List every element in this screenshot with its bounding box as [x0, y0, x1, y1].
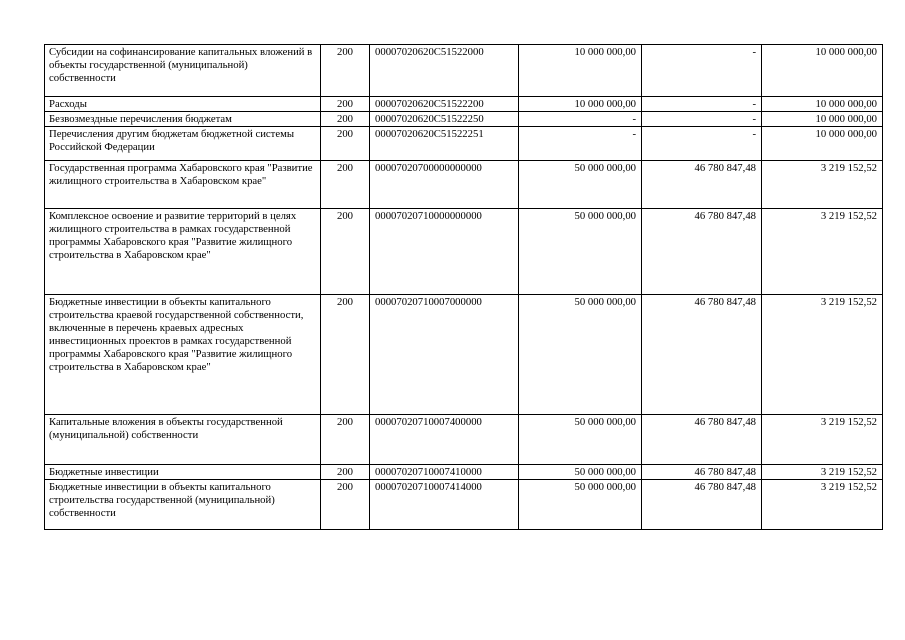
budget-execution-table: [44, 44, 883, 530]
row-name-cell: Бюджетные инвестиции: [45, 465, 321, 480]
row-executed-amount-cell: 46 780 847,48: [642, 295, 762, 415]
row-remaining-amount-cell: 3 219 152,52: [762, 209, 883, 295]
row-name-cell: Субсидии на софинансирование капитальных вложений в объекты государственной (муниципальной) собственности: [45, 45, 321, 97]
table-row: [45, 97, 883, 112]
row-code-cell: 200: [321, 209, 370, 295]
table-row: [45, 45, 883, 97]
row-code-cell: 200: [321, 112, 370, 127]
row-code-cell: 200: [321, 161, 370, 209]
row-remaining-amount-cell: 10 000 000,00: [762, 127, 883, 161]
table-row: [45, 465, 883, 480]
table-row: [45, 295, 883, 415]
row-name-cell: Бюджетные инвестиции в объекты капитального строительства краевой государственной собственности, включенные в перечень краевых адресных инвестиционных проектов в рамках государственной программы Хабаровского края "Развитие жилищного строительства в Хабаровском крае": [45, 295, 321, 415]
table-row: [45, 415, 883, 465]
row-remaining-amount-cell: 3 219 152,52: [762, 465, 883, 480]
row-code-cell: 200: [321, 45, 370, 97]
row-approved-amount-cell: -: [519, 127, 642, 161]
row-executed-amount-cell: 46 780 847,48: [642, 415, 762, 465]
table-row: [45, 127, 883, 161]
row-name-cell: Безвозмездные перечисления бюджетам: [45, 112, 321, 127]
row-code-cell: 200: [321, 480, 370, 530]
row-executed-amount-cell: -: [642, 127, 762, 161]
row-classification-code-cell: 00007020710007000000: [370, 295, 519, 415]
row-classification-code-cell: 00007020700000000000: [370, 161, 519, 209]
row-classification-code-cell: 00007020710000000000: [370, 209, 519, 295]
row-name-cell: Комплексное освоение и развитие территорий в целях жилищного строительства в рамках государственной программы Хабаровского края "Развитие жилищного строительства в Хабаровском крае": [45, 209, 321, 295]
row-classification-code-cell: 00007020620C51522200: [370, 97, 519, 112]
row-approved-amount-cell: 10 000 000,00: [519, 97, 642, 112]
row-remaining-amount-cell: 3 219 152,52: [762, 480, 883, 530]
table-row: [45, 161, 883, 209]
row-remaining-amount-cell: 10 000 000,00: [762, 97, 883, 112]
row-approved-amount-cell: 50 000 000,00: [519, 295, 642, 415]
row-executed-amount-cell: 46 780 847,48: [642, 209, 762, 295]
row-approved-amount-cell: 50 000 000,00: [519, 465, 642, 480]
row-name-cell: Капитальные вложения в объекты государственной (муниципальной) собственности: [45, 415, 321, 465]
row-name-cell: Перечисления другим бюджетам бюджетной системы Российской Федерации: [45, 127, 321, 161]
row-remaining-amount-cell: 3 219 152,52: [762, 415, 883, 465]
row-code-cell: 200: [321, 415, 370, 465]
row-classification-code-cell: 00007020710007410000: [370, 465, 519, 480]
row-approved-amount-cell: 50 000 000,00: [519, 161, 642, 209]
row-code-cell: 200: [321, 97, 370, 112]
row-classification-code-cell: 00007020710007414000: [370, 480, 519, 530]
row-remaining-amount-cell: 10 000 000,00: [762, 112, 883, 127]
row-code-cell: 200: [321, 465, 370, 480]
row-remaining-amount-cell: 3 219 152,52: [762, 295, 883, 415]
row-classification-code-cell: 00007020620C51522250: [370, 112, 519, 127]
row-executed-amount-cell: -: [642, 112, 762, 127]
row-approved-amount-cell: 10 000 000,00: [519, 45, 642, 97]
row-executed-amount-cell: 46 780 847,48: [642, 480, 762, 530]
row-classification-code-cell: 00007020620C51522251: [370, 127, 519, 161]
row-classification-code-cell: 00007020710007400000: [370, 415, 519, 465]
row-approved-amount-cell: 50 000 000,00: [519, 480, 642, 530]
row-approved-amount-cell: -: [519, 112, 642, 127]
row-code-cell: 200: [321, 127, 370, 161]
row-classification-code-cell: 00007020620C51522000: [370, 45, 519, 97]
row-remaining-amount-cell: 10 000 000,00: [762, 45, 883, 97]
row-executed-amount-cell: 46 780 847,48: [642, 161, 762, 209]
row-code-cell: 200: [321, 295, 370, 415]
row-name-cell: Расходы: [45, 97, 321, 112]
table-row: [45, 480, 883, 530]
row-name-cell: Государственная программа Хабаровского края "Развитие жилищного строительства в Хабаровском крае": [45, 161, 321, 209]
row-executed-amount-cell: 46 780 847,48: [642, 465, 762, 480]
table-row: [45, 112, 883, 127]
row-approved-amount-cell: 50 000 000,00: [519, 415, 642, 465]
table-row: [45, 209, 883, 295]
row-remaining-amount-cell: 3 219 152,52: [762, 161, 883, 209]
row-executed-amount-cell: -: [642, 97, 762, 112]
row-approved-amount-cell: 50 000 000,00: [519, 209, 642, 295]
row-executed-amount-cell: -: [642, 45, 762, 97]
row-name-cell: Бюджетные инвестиции в объекты капитального строительства государственной (муниципальной) собственности: [45, 480, 321, 530]
